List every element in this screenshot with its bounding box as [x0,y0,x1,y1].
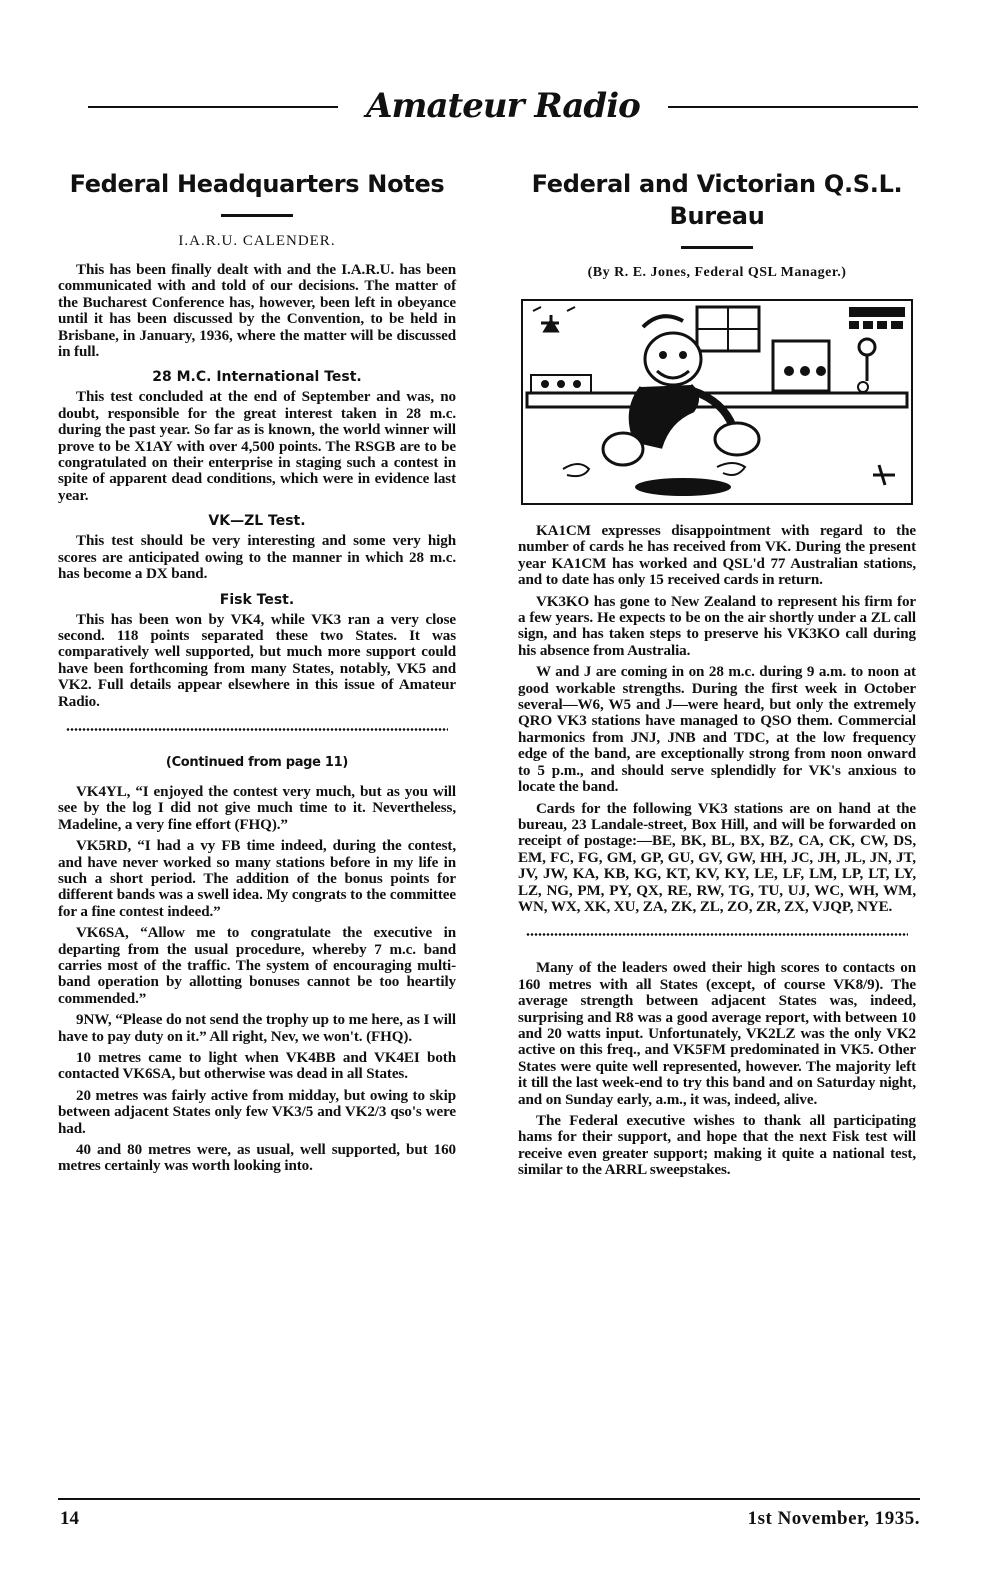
left-column [58,168,456,1180]
masthead [88,88,918,128]
byline: (By R. E. Jones, Federal QSL Manager.) [587,265,847,280]
footer-rule [58,1498,920,1500]
title-underline [221,214,293,217]
cartoon-illustration [521,299,913,505]
dotted-divider [66,728,448,731]
paragraph: 10 metres came to light when VK4BB and VK4EI both contacted VK6SA, but otherwise was dead in all States. [58,1050,456,1083]
paragraph: W and J are coming in on 28 m.c. during 9 a.m. to noon at good workable strengths. During the first week in October several—W6, W5 and J—were heard, but only the extremely QRO VK3 stations have managed to QSO them. Commercial harmonics from JNJ, JNB and TDC, at the low frequency edge of the band, are exceptionally strong from noon onward to 5 p.m., and should serve splendidly for VK's anxious to locate the band. [518,664,916,796]
paragraph: VK5RD, “I had a vy FB time indeed, during the contest, and have never worked so many stations before in my life in such a short period. The addition of the bonus points for different bands was a swell idea. My congrats to the committee for a fine contest indeed.” [58,838,456,920]
masthead-title: Amateur Radio [366,86,640,126]
paragraph: Many of the leaders owed their high scores to contacts on 160 metres with all States (except, of course VK8/9). The average strength between adjacent States was, indeed, surprising and R8 was a good average report, with between 10 and 20 watts input. Unfortunately, VK2LZ was the only VK2 active on this freq., and VK5FM predominated in VK5. Other States were quite well represented, however. The majority left it till the last week-end to try this band and on Saturday night, and on Sunday early, a.m., it was, indeed, alive. [518,960,916,1108]
paragraph: This test concluded at the end of September and was, no doubt, responsible for the great interest taken in 28 m.c. during the past year. So far as is known, the world winner will prove to be X1AY with over 4,500 points. The RSGB are to be congratulated on their enterprise in staging such a contest in spite of apparent dead conditions, which were in evidence last year. [58,389,456,504]
page-number: 14 [60,1508,79,1529]
paragraph: 40 and 80 metres were, as usual, well supported, but 160 metres certainly was worth looking into. [58,1142,456,1175]
paragraph: The Federal executive wishes to thank all participating hams for their support, and hope that the next Fisk test will receive even greater support; making it quite a national test, similar to the ARRL sweepstakes. [518,1113,916,1179]
section-heading-iaru: I.A.R.U. CALENDER. [178,233,336,249]
paragraph: This has been finally dealt with and the I.A.R.U. has been communicated with and told of our decisions. The matter of the Bucharest Conference has, however, been left in obeyance until it has been discussed by the Convention, to be held in Brisbane, in January, 1936, where the matter will be discussed in full. [58,262,456,361]
masthead-rule-left [88,106,338,108]
right-column [518,168,916,1184]
masthead-rule-right [668,106,918,108]
paragraph: 20 metres was fairly active from midday, but owing to skip between adjacent States only few VK3/5 and VK2/3 qso's were had. [58,1087,456,1137]
section-heading-vk-zl: VK—ZL Test. [208,513,306,530]
section-heading-28mc: 28 M.C. International Test. [152,369,362,386]
paragraph: This test should be very interesting and some very high scores are anticipated owing to the manner in which 28 m.c. has become a DX band. [58,533,456,583]
paragraph: VK6SA, “Allow me to congratulate the executive in departing from the usual procedure, whereby 7 m.c. band carries most of the traffic. The system of encouraging multi-band operation by allotting bonuses cannot be too heartily commended.” [58,925,456,1007]
issue-date: 1st November, 1935. [747,1508,920,1529]
paragraph: VK4YL, “I enjoyed the contest very much, but as you will see by the log I did not give much time to it. Nevertheless, Madeline, a very fine effort (FHQ).” [58,783,456,833]
paragraph: This has been won by VK4, while VK3 ran a very close second. 118 points separated these two States. It was comparatively well supported, but much more support could have been forthcoming from many States, notably, VK5 and VK2. Full details appear elsewhere in this issue of Amateur Radio. [58,611,456,710]
continued-heading: (Continued from page 11) [165,754,349,770]
dotted-divider [526,933,908,936]
cartoon-radio-operator-image [523,301,911,503]
paragraph: KA1CM expresses disappointment with regard to the number of cards he has received from VK. During the present year KA1CM has worked and QSL'd 77 Australian stations, and to date has only 15 received cards in return. [518,523,916,589]
title-underline [681,246,753,249]
paragraph: Cards for the following VK3 stations are on hand at the bureau, 23 Landale-street, Box Hill, and will be forwarded on receipt of postage:—BE, BK, BL, BX, BZ, CA, CK, CW, DS, EM, FC, FG, GM, GP, GU, GV, GW, HH, JC, JH, JL, JN, JT, JV, JW, KA, KB, KG, KT, KV, KY, LE, LF, LM, LP, LT, LY, LZ, NG, PM, PY, QX, RE, RW, TG, TU, UJ, WC, WH, WM, WN, WX, XK, XU, ZA, ZK, ZL, ZO, ZR, ZX, VJQP, NYE. [518,800,916,915]
right-article-title: Federal and Victorian Q.S.L. Bureau [531,170,903,230]
paragraph: VK3KO has gone to New Zealand to represent his firm for a few years. He expects to be on the air shortly under a ZL call sign, and has taken steps to preserve his VK3KO call during his absence from Australia. [518,593,916,659]
left-article-title: Federal Headquarters Notes [69,170,445,198]
paragraph: 9NW, “Please do not send the trophy up to me here, as I will have to pay duty on it.” All right, Nev, we won't. (FHQ). [58,1012,456,1045]
section-heading-fisk: Fisk Test. [219,591,295,608]
